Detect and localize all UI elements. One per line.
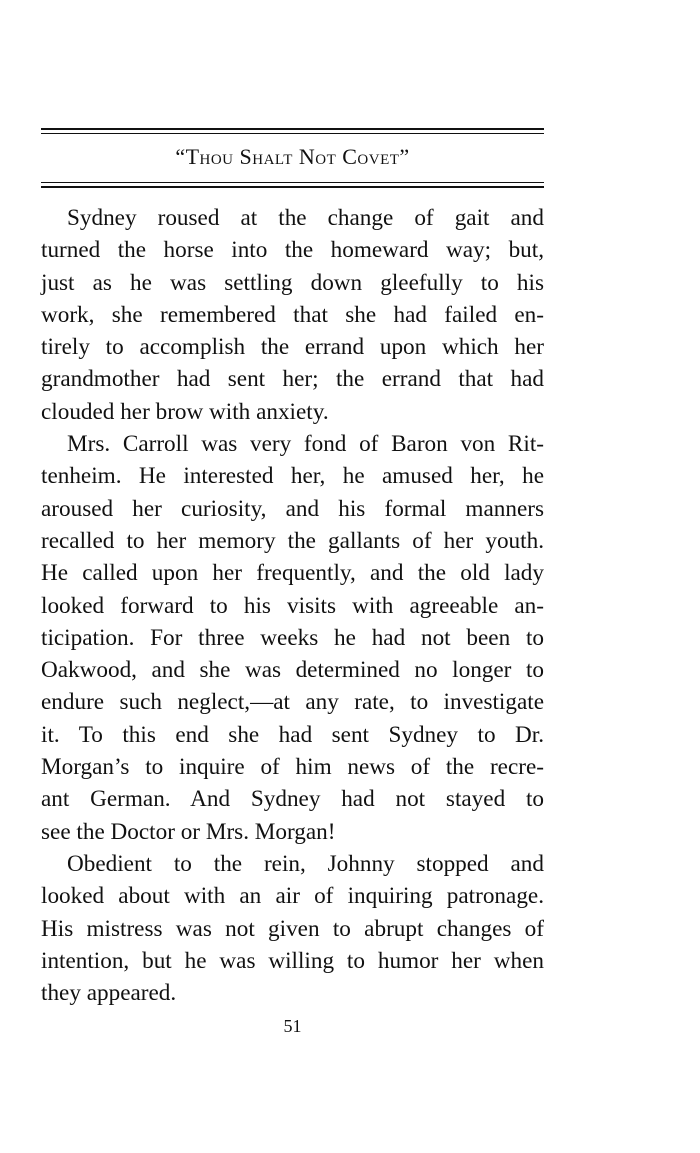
text-line: intention, but he was willing to humor her when [41, 947, 544, 974]
text-line: looked forward to his visits with agreeable an- [41, 592, 544, 619]
text-line: tirely to accomplish the errand upon which her [41, 334, 544, 361]
text-line: He called upon her frequently, and the old lady [41, 560, 544, 587]
text-line: Sydney roused at the change of gait and [67, 205, 544, 231]
text-line: ant German. And Sydney had not stayed to [41, 786, 544, 813]
text-line: clouded her brow with anxiety. [41, 398, 329, 425]
paragraph-1 [41, 202, 544, 428]
text-line: just as he was settling down gleefully to his [41, 269, 544, 296]
body-text [41, 202, 544, 1009]
text-line: tenheim. He interested her, he amused her, he [41, 463, 544, 490]
text-line: Obedient to the rein, Johnny stopped and [67, 850, 544, 877]
text-line: Morgan’s to inquire of him news of the recre- [41, 754, 544, 781]
text-line: see the Doctor or Mrs. Morgan! [41, 818, 336, 845]
text-line: work, she remembered that she had failed en- [41, 301, 544, 328]
paragraph-3 [41, 848, 544, 1009]
paragraph-2 [41, 428, 544, 848]
text-line: endure such neglect,—at any rate, to investigate [41, 689, 544, 716]
text-line: ticipation. For three weeks he had not been to [41, 624, 544, 651]
text-line: Oakwood, and she was determined no longer to [41, 657, 544, 684]
text-line: grandmother had sent her; the errand that had [41, 366, 544, 393]
header-rule-top [41, 128, 544, 134]
text-line: looked about with an air of inquiring patronage. [41, 883, 544, 910]
book-page [41, 128, 544, 1037]
text-line: His mistress was not given to abrupt changes of [41, 915, 544, 942]
text-line: aroused her curiosity, and his formal manners [41, 495, 544, 522]
text-line: Mrs. Carroll was very fond of Baron von Rit- [67, 431, 544, 458]
text-line: turned the horse into the homeward way; but, [41, 237, 544, 264]
page-number: 51 [283, 1016, 302, 1037]
running-head-text: “Thou Shalt Not Covet” [175, 144, 410, 169]
running-head [41, 144, 544, 170]
text-line: they appeared. [41, 980, 177, 1007]
text-line: recalled to her memory the gallants of her youth. [41, 527, 544, 554]
text-line: it. To this end she had sent Sydney to Dr. [41, 721, 544, 748]
header-rule-bottom [41, 182, 544, 188]
